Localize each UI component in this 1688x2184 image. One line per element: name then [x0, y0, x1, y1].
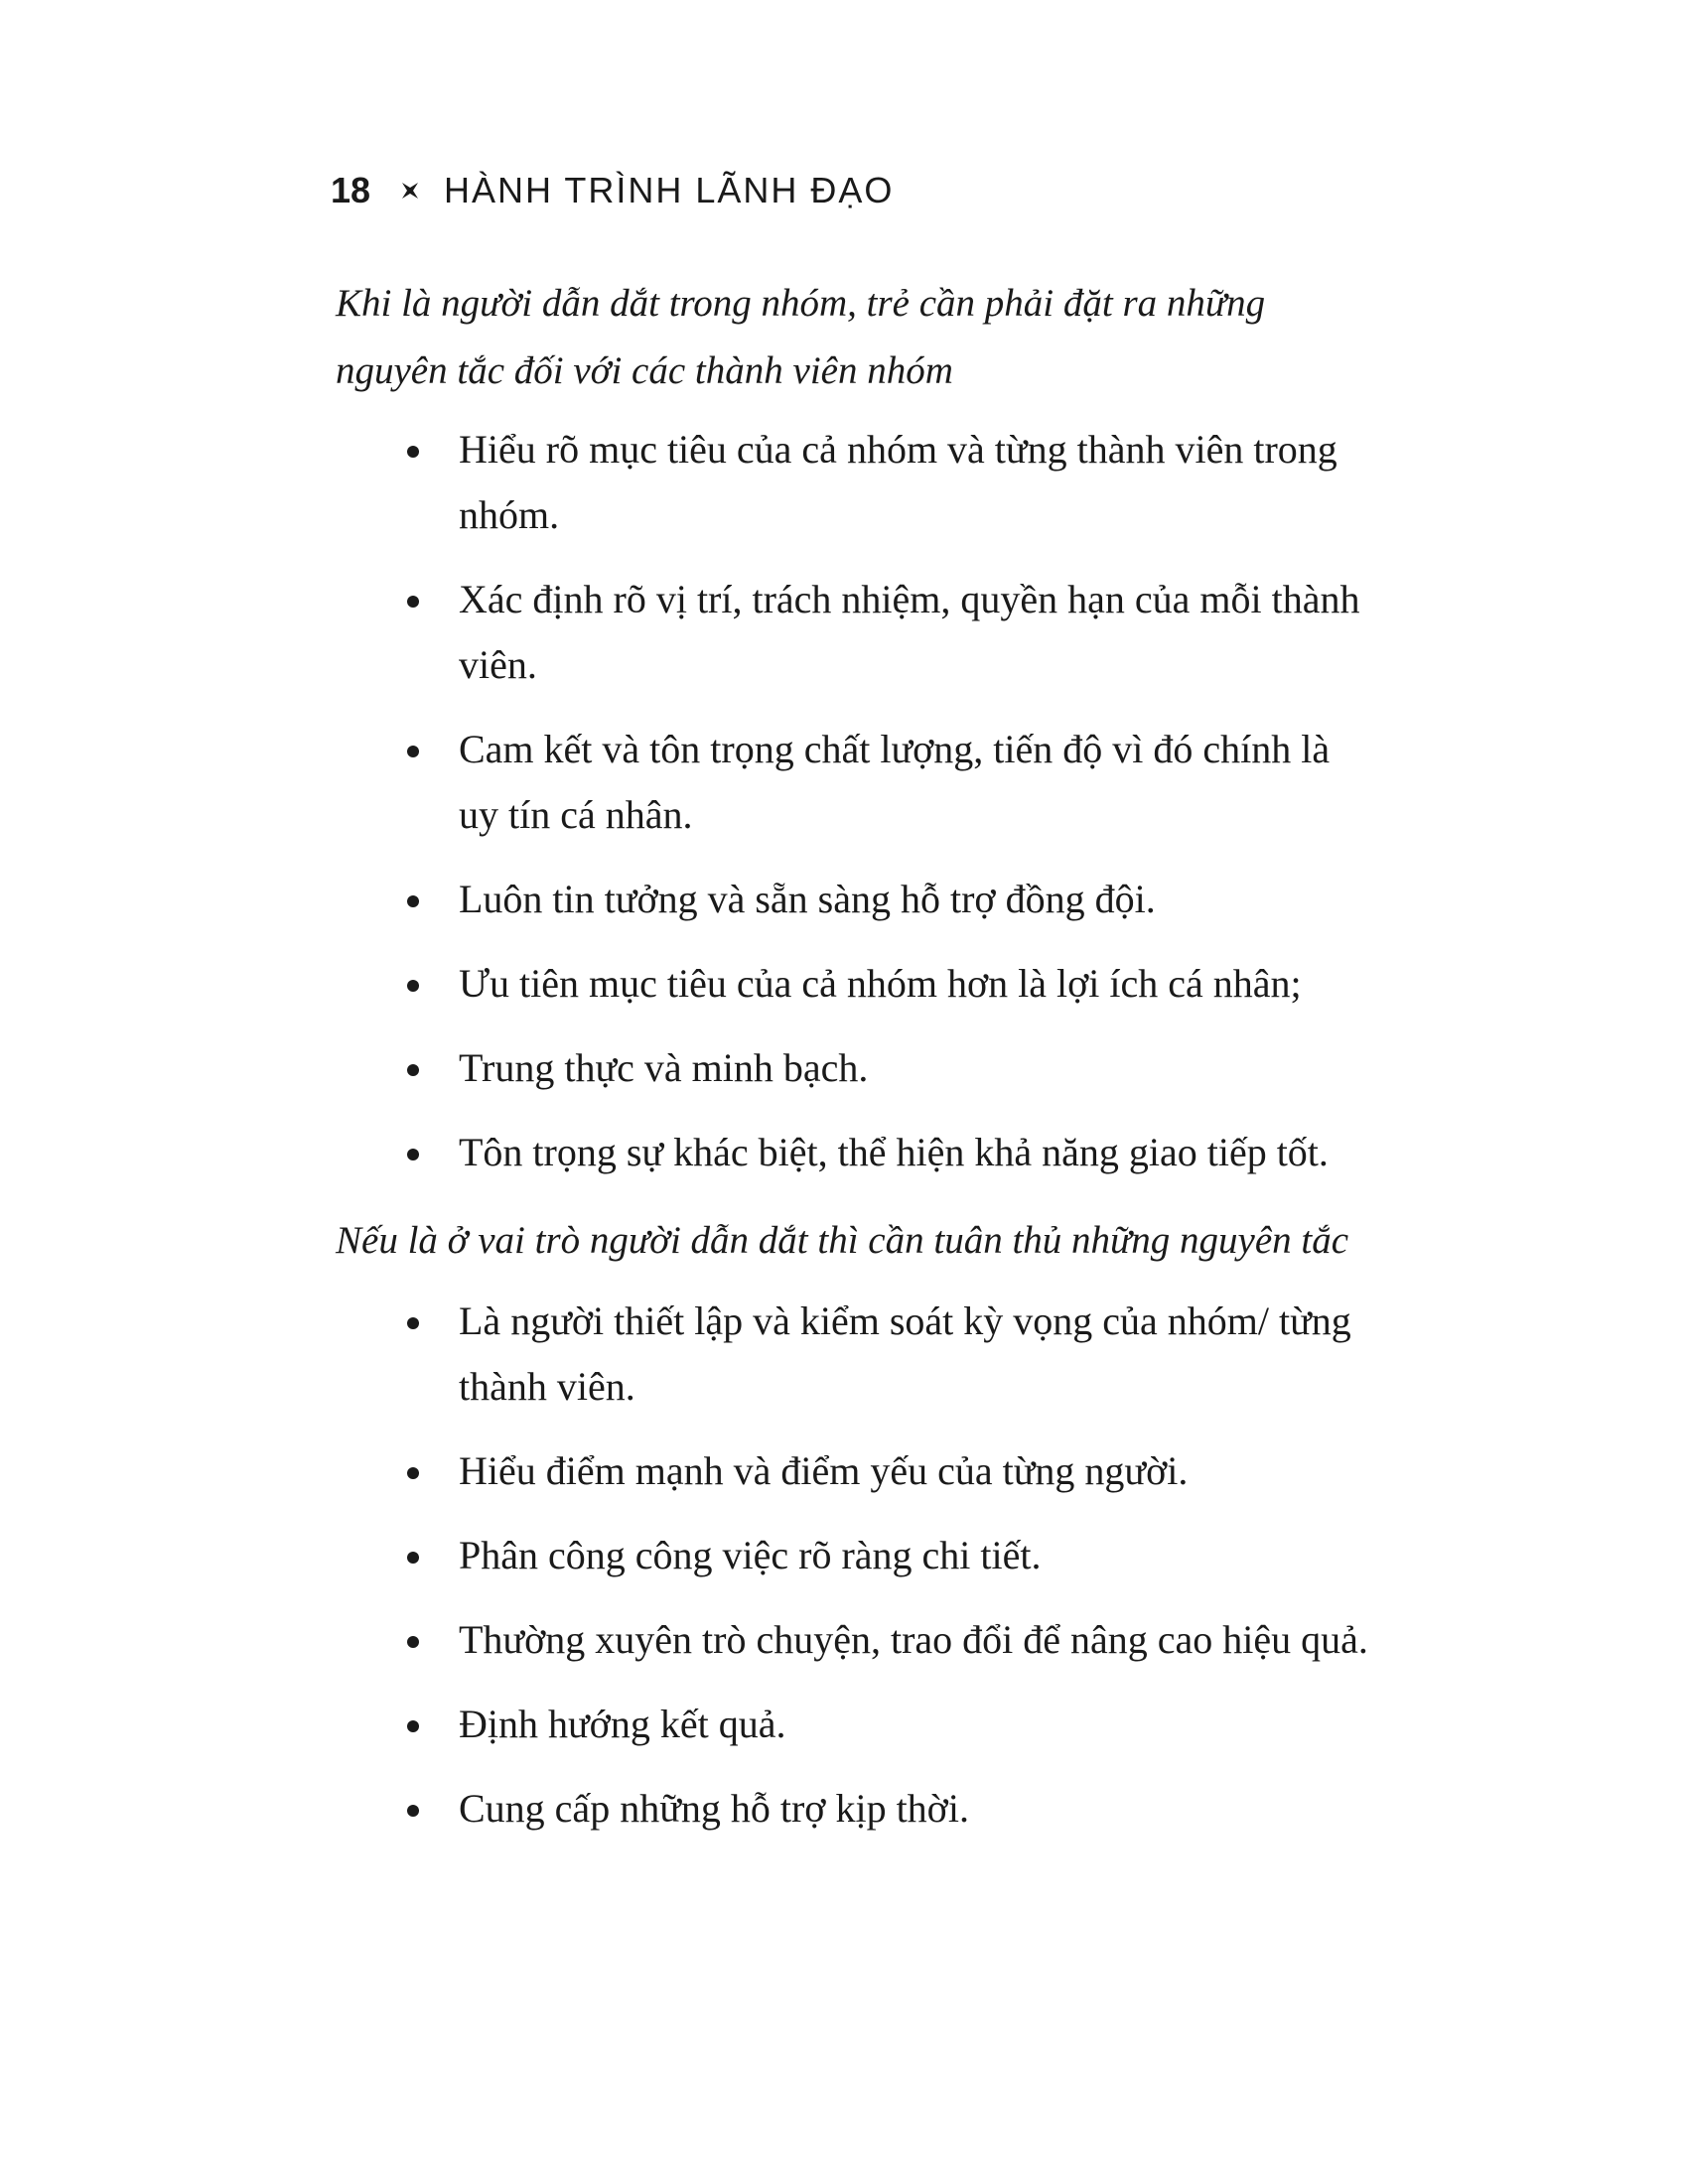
list-item: [0, 567, 1370, 698]
list-item-text: Trung thực và minh bạch.: [459, 1045, 869, 1090]
star-ornament-icon: [400, 181, 420, 201]
list-item: [0, 417, 1370, 548]
bullet-dot-icon: [407, 1805, 419, 1817]
running-head: [331, 167, 894, 214]
section-2-intro: Nếu là ở vai trò người dẫn dắt thì cần tuân thủ những nguyên tắc: [336, 1219, 1349, 1262]
list-item: [0, 1289, 1370, 1420]
bullet-dot-icon: [407, 1317, 419, 1329]
list-item: [0, 1035, 1370, 1101]
book-title: HÀNH TRÌNH LÃNH ĐẠO: [444, 170, 895, 210]
list-item: [0, 1438, 1370, 1504]
page-number: 18: [331, 170, 371, 210]
list-item-text: Tôn trọng sự khác biệt, thể hiện khả năng giao tiếp tốt.: [459, 1130, 1329, 1174]
list-item-text: Cam kết và tôn trọng chất lượng, tiến độ vì đó chính là uy tín cá nhân.: [459, 727, 1331, 837]
list-item: [0, 1523, 1370, 1588]
list-item-text: Thường xuyên trò chuyện, trao đổi để nâng cao hiệu quả.: [459, 1617, 1368, 1662]
list-item-text: Ưu tiên mục tiêu của cả nhóm hơn là lợi ích cá nhân;: [459, 961, 1302, 1006]
bullet-dot-icon: [407, 746, 419, 757]
list-item: [0, 717, 1370, 848]
list-item-text: Cung cấp những hỗ trợ kịp thời.: [459, 1786, 969, 1831]
list-item: [0, 1120, 1370, 1185]
bullet-dot-icon: [407, 1552, 419, 1564]
list-item-text: Định hướng kết quả.: [459, 1702, 786, 1746]
bullet-dot-icon: [407, 1636, 419, 1648]
bullet-dot-icon: [407, 1467, 419, 1479]
bullet-dot-icon: [407, 1149, 419, 1160]
list-item-text: Xác định rõ vị trí, trách nhiệm, quyền hạn của mỗi thành viên.: [459, 577, 1360, 687]
section-2-list: [0, 1289, 1688, 1860]
list-item-text: Là người thiết lập và kiểm soát kỳ vọng của nhóm/ từng thành viên.: [459, 1298, 1351, 1409]
section-1-intro: Khi là người dẫn dắt trong nhóm, trẻ cần phải đặt ra những nguyên tắc đối với các thành viên nhóm: [336, 282, 1266, 392]
bullet-dot-icon: [407, 446, 419, 458]
list-item: [0, 867, 1370, 932]
bullet-dot-icon: [407, 596, 419, 608]
list-item: [0, 1607, 1370, 1673]
list-item-text: Hiểu điểm mạnh và điểm yếu của từng người.: [459, 1448, 1189, 1493]
list-item-text: Hiểu rõ mục tiêu của cả nhóm và từng thành viên trong nhóm.: [459, 427, 1337, 537]
list-item: [0, 951, 1370, 1017]
bullet-dot-icon: [407, 1064, 419, 1076]
list-item-text: Luôn tin tưởng và sẵn sàng hỗ trợ đồng đội.: [459, 877, 1156, 921]
list-item: [0, 1776, 1370, 1842]
bullet-dot-icon: [407, 1720, 419, 1732]
bullet-dot-icon: [407, 980, 419, 992]
list-item-text: Phân công công việc rõ ràng chi tiết.: [459, 1533, 1042, 1577]
bullet-dot-icon: [407, 895, 419, 907]
section-1-list: [0, 417, 1688, 1204]
list-item: [0, 1692, 1370, 1757]
